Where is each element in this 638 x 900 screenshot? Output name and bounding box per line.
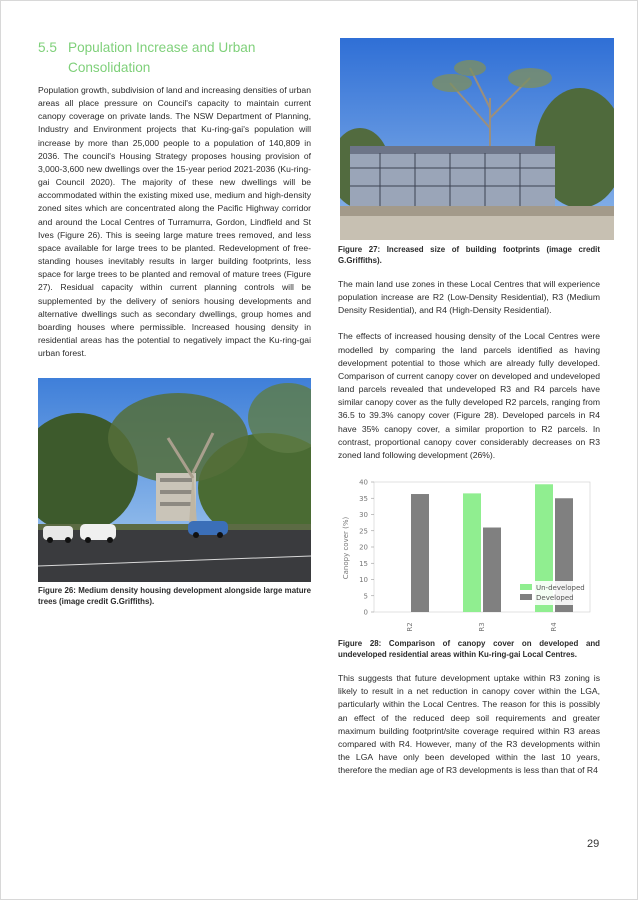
y-tick-label: 20	[359, 543, 368, 552]
chart-legend	[517, 581, 587, 605]
x-tick-label: R2	[406, 622, 414, 632]
legend-swatch	[520, 594, 532, 600]
figure-26-photo	[38, 378, 311, 582]
y-axis-label: Canopy cover (%)	[342, 516, 350, 580]
x-tick-label: R3	[478, 622, 486, 632]
y-tick-label: 0	[363, 608, 368, 617]
legend-label: Developed	[536, 594, 574, 603]
figure-27-caption: Figure 27: Increased size of building footprints (image credit G.Griffiths).	[338, 245, 600, 265]
bar-developed-r3	[483, 528, 501, 613]
section-heading	[38, 38, 311, 78]
right-column	[338, 38, 600, 777]
legend-label: Un-developed	[536, 584, 585, 593]
figure-27-photo	[340, 38, 614, 240]
y-tick-label: 30	[359, 511, 368, 520]
y-tick-label: 15	[359, 559, 368, 568]
y-tick-label: 40	[359, 478, 368, 487]
x-tick-label: R4	[550, 622, 558, 632]
left-column	[38, 38, 311, 607]
section-number: 5.5	[38, 40, 57, 55]
bar-developed-r2	[411, 494, 429, 612]
effects-paragraph: The effects of increased housing density of the Local Centres were modelled by comparing the land parcels identified as having development potential to those which are already fully developed. Comparison of current canopy cover on developed and undeveloped land parcels revealed that undeveloped R3 and R4 parcels have similar canopy cover as the fully developed R2 parcels, ranging from 36.5 to 39.3% canopy cover (Figure 28). Developed parcels in R4 have 35% canopy cover, a similar proportion to R2 parcels. In contrast, proportional canopy cover considerably decreases on R3 zoned land following development (26%).	[338, 331, 600, 460]
figure-28-chart	[338, 476, 600, 636]
page-number: 29	[587, 838, 600, 850]
intro-paragraph: Population growth, subdivision of land and increasing densities of urban areas all place pressure on Council's capacity to maintain current canopy coverage on private lands. The NSW Department of Planning, Industry and Environment projects that Ku-ring-gai's population will increase by more than 25,000 people to a population of 140,809 in 2036. The council's Housing Strategy proposes housing provision of 3,000-3,600 new dwellings over the 15-year period 2021-2036 (Ku-ring-gai Council 2020). The majority of these new dwellings will be accommodated within the existing mixed use, medium and high-density zoned sites which are concentrated along the Pacific Highway corridor and around the Local Centres of Turramurra, Gordon, Lindfield and St Ives (Figure 26). This is seeing large mature trees removed, and less space available for large trees to be planted. Redevelopment of free-standing houses inevitably results in larger building footprints, less space for large trees to be planted and removal of mature trees (Figure 27). Residual capacity within current planning controls will be supplemented by the delivery of seniors housing developments and alternative dwellings such as secondary dwellings, group homes and boarding houses where permissible. Increased housing density in residential areas has the potential to negatively impact the Ku-ring-gai urban forest.	[38, 85, 311, 359]
y-tick-label: 35	[359, 494, 368, 503]
land-use-paragraph: The main land use zones in these Local Centres that will experience population increase are R2 (Low-Density Residential), R3 (Medium Density Residential), and R4 (High-Density Residential).	[338, 279, 600, 316]
legend-swatch	[520, 584, 532, 590]
y-tick-label: 10	[359, 576, 368, 585]
figure-28-caption: Figure 28: Comparison of canopy cover on developed and undeveloped residential areas within Ku-ring-gai Local Centres.	[338, 639, 600, 660]
figure-26-caption: Figure 26: Medium density housing development alongside large mature trees (image credit G.Griffiths).	[38, 586, 311, 607]
section-title-line1: Population Increase and Urban	[68, 40, 256, 55]
y-tick-label: 5	[363, 592, 368, 601]
canopy-chart-svg	[338, 476, 600, 636]
bar-un-developed-r3	[463, 493, 481, 612]
section-title-line2: Consolidation	[68, 60, 151, 75]
conclusion-paragraph: This suggests that future development uptake within R3 zoning is likely to result in a net reduction in canopy cover within the LGA, particularly within the Local Centres. The reason for this is possibly an effect of the reduced deep soil requirements and greater maximum building footprint/site coverage required within R3 areas compared with R4. However, many of the R3 developments within the LGA have only been developed within the last 10 years, therefore the median age of R3 developments is less than that of R4	[338, 673, 600, 776]
y-tick-label: 25	[359, 527, 368, 536]
